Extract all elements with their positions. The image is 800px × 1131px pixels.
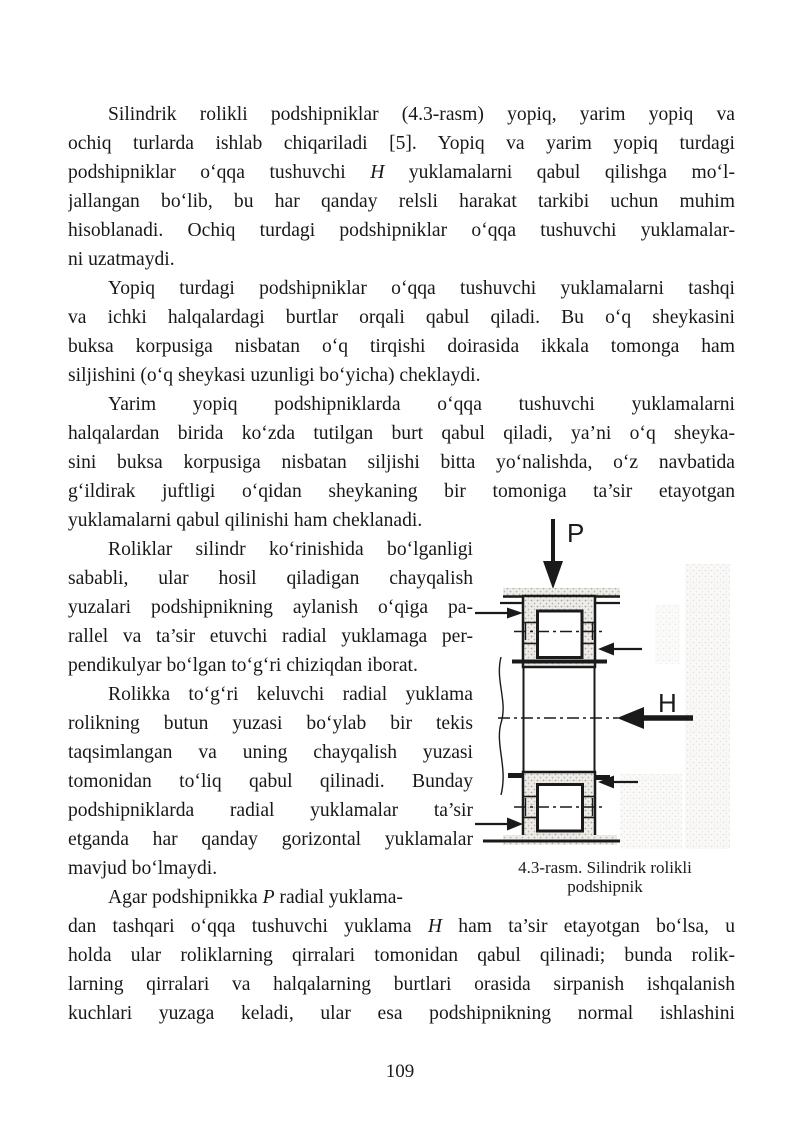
text-line: larning qirralari va halqalarning burtlari orasida sirpanish ishqalanish [68, 974, 735, 995]
text-line: taqsimlangan va uning chayqalish yuzasi [68, 742, 473, 763]
p-label: P [567, 518, 585, 548]
upper-roller [538, 611, 583, 658]
text-line: Roliklar silindr ko‘rinishida bo‘lganligi [108, 539, 473, 560]
text-line: mavjud bo‘lmaydi. [68, 858, 218, 879]
text-line: tomonidan to‘liq qabul qilinadi. Bunday [68, 771, 473, 792]
text-line: g‘ildirak juftligi o‘qidan sheykaning bir tomoniga ta’sir etayotgan [68, 481, 735, 502]
bearing-diagram [475, 509, 735, 854]
text-line: sini buksa korpusiga nisbatan siljishi bitta yo‘nalishda, o‘z navbatida [68, 452, 735, 473]
h-label: H [658, 688, 677, 718]
text-line: hisoblanadi. Ochiq turdagi podshipniklar o‘qqa tushuvchi yuklamalar- [68, 220, 735, 241]
text-line: rallel va ta’sir etuvchi radial yuklamaga per- [68, 626, 473, 647]
text-line: yuzalari podshipnikning aylanish o‘qiga pa- [68, 597, 473, 618]
figure-4-3 [475, 518, 735, 896]
text-line: Yarim yopiq podshipniklarda o‘qqa tushuvchi yuklamalarni [108, 394, 735, 415]
text-line: Rolikka to‘g‘ri keluvchi radial yuklama [108, 684, 473, 705]
text-line: ochiq turlarda ishlab chiqariladi [5]. Yopiq va yarim yopiq turdagi [68, 133, 735, 154]
page-number: 109 [385, 1061, 415, 1082]
text-line: Silindrik rolikli podshipniklar (4.3-rasm) yopiq, yarim yopiq va [108, 104, 735, 125]
paragraph-6 [68, 883, 735, 1028]
force-p-arrow [543, 519, 563, 589]
text-line: Agar podshipnikka P radial yuklama- [108, 887, 403, 908]
paragraph-1 [68, 100, 735, 274]
housing-bottom [483, 835, 620, 845]
text-line: yuklamalarni qabul qilinishi ham cheklanadi. [68, 510, 423, 531]
lower-roller [538, 785, 583, 832]
text-line: etganda har qanday gorizontal yuklamalar [68, 829, 473, 850]
page-text [68, 100, 735, 1028]
text-line: rolikning butun yuzasi bo‘ylab bir tekis [68, 713, 473, 734]
text-line: jallangan bo‘lib, bu har qanday relsli harakat tarkibi uchun muhim [68, 191, 735, 212]
upper-bearing [514, 596, 603, 667]
text-line: buksa korpusiga nisbatan o‘q tirqishi doirasida ikkala tomonga ham [68, 336, 735, 357]
break-line [499, 657, 503, 795]
text-line: podshipniklar o‘qqa tushuvchi H yuklamalarni qabul qilishga mo‘l- [68, 162, 735, 183]
text-line: dan tashqari o‘qqa tushuvchi yuklama H ham ta’sir etayotgan bo‘lsa, u [68, 916, 735, 937]
paragraph-2 [68, 274, 735, 390]
caption-line: podshipnik [567, 877, 643, 896]
caption-line: 4.3-rasm. Silindrik rolikli [518, 858, 692, 877]
text-line: Yopiq turdagi podshipniklar o‘qqa tushuvchi yuklamalarni tashqi [108, 278, 735, 299]
text-line: holda ular roliklarning qirralari tomonidan qabul qilinadi; bunda rolik- [68, 945, 735, 966]
text-line: halqalardan birida ko‘zda tutilgan burt qabul qiladi, ya’ni o‘q sheyka- [68, 423, 735, 444]
text-line: kuchlari yuzaga keladi, ular esa podshipnikning normal ishlashini [68, 1003, 735, 1024]
lower-bearing [514, 772, 603, 841]
variable-p: P [262, 887, 275, 908]
text-line: pendikulyar bo‘lgan to‘g‘ri chiziqdan iborat. [68, 655, 418, 676]
text-line: siljishini (o‘q sheykasi uzunligi bo‘yicha) cheklaydi. [68, 365, 481, 386]
text-line: sababli, ular hosil qiladigan chayqalish [68, 568, 473, 589]
variable-h: H [370, 162, 385, 183]
text-line: va ichki halqalardagi burtlar orqali qabul qiladi. Bu o‘q sheykasini [68, 307, 735, 328]
figure-caption [475, 858, 735, 896]
variable-h: H [427, 916, 443, 937]
text-line: ni uzatmaydi. [68, 249, 175, 270]
text-line: podshipniklarda radial yuklamalar ta’sir [68, 800, 473, 821]
force-h-arrow [617, 707, 693, 729]
